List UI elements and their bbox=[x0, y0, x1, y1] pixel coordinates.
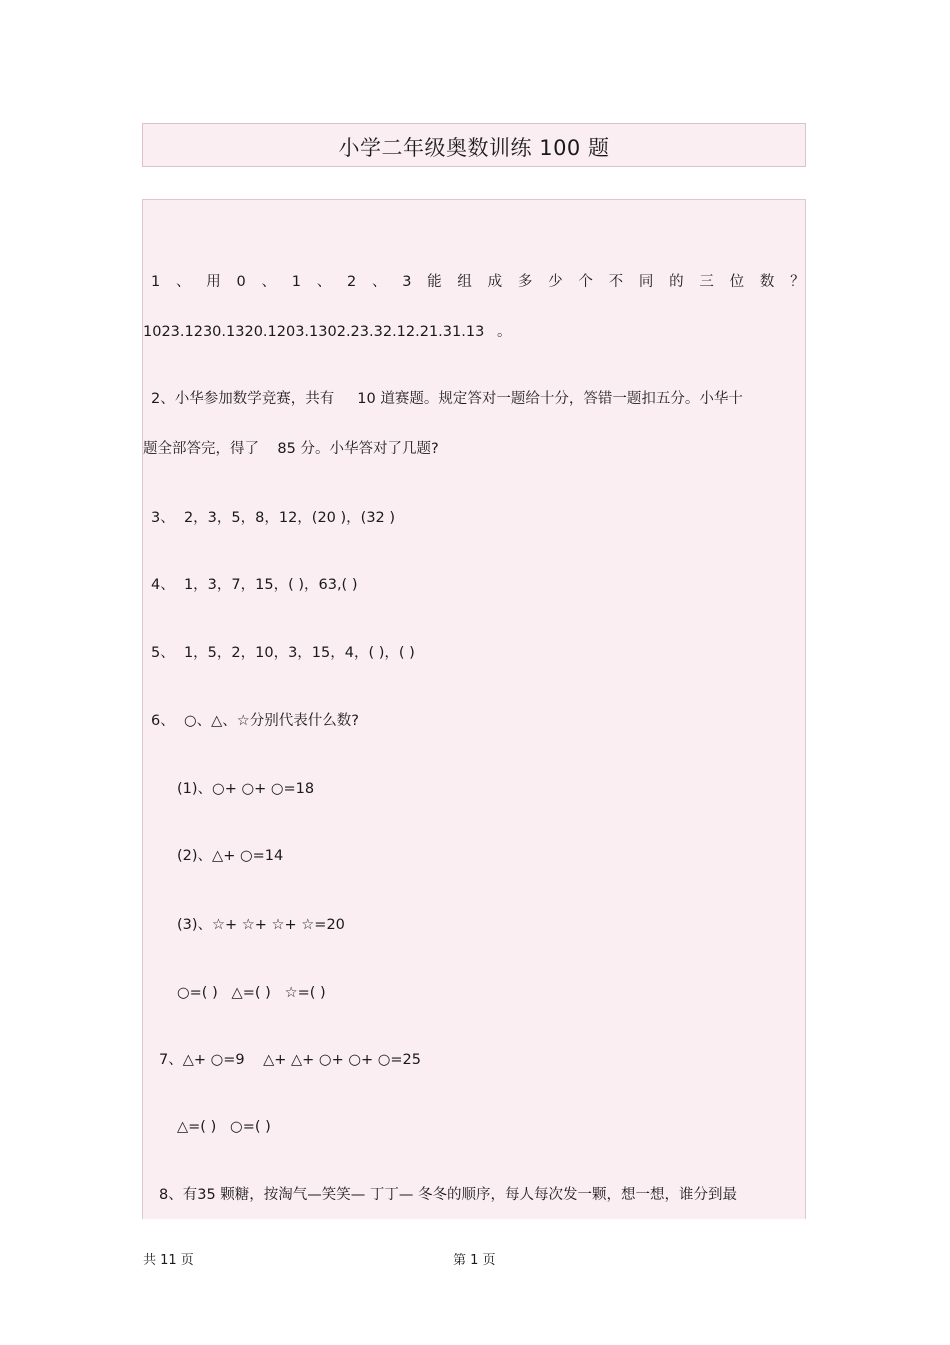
question-1-char: 、 bbox=[175, 274, 191, 290]
question-6-sub-1: (1)、○+ ○+ ○=18 bbox=[177, 781, 315, 797]
question-1-char: 少 bbox=[548, 274, 563, 290]
question-1-char: 1 bbox=[151, 274, 161, 290]
question-4: 4、 1，3，7，15，( )，63,( ) bbox=[151, 577, 358, 593]
question-1-char: 3 bbox=[402, 274, 412, 290]
question-1-line-1 bbox=[151, 272, 805, 292]
question-1-char: 的 bbox=[669, 274, 684, 290]
question-1-char: 2 bbox=[346, 274, 357, 290]
question-1-char: 能 bbox=[427, 274, 442, 290]
question-1-char: 、 bbox=[371, 274, 387, 290]
question-1-char: 个 bbox=[578, 274, 593, 290]
question-2-line-1: 2、小华参加数学竞赛，共有 10 道赛题。规定答对一题给十分，答错一题扣五分。小华十 bbox=[151, 391, 743, 407]
question-6-stem: 6、 ○、△、☆分别代表什么数? bbox=[151, 713, 359, 729]
footer-total-pages: 共 11 页 bbox=[143, 1253, 194, 1268]
question-7-line-2: △=( ) ○=( ) bbox=[177, 1119, 271, 1135]
title-box bbox=[142, 123, 806, 167]
content-box bbox=[142, 199, 806, 1219]
question-1-char: 成 bbox=[487, 274, 503, 290]
question-6-answer: ○=( ) △=( ) ☆=( ) bbox=[177, 985, 326, 1001]
page-title: 小学二年级奥数训练 100 题 bbox=[338, 136, 610, 160]
question-1-char: 、 bbox=[316, 274, 332, 290]
question-7-line-1: 7、△+ ○=9 △+ △+ ○+ ○+ ○=25 bbox=[159, 1052, 421, 1068]
question-1-char: ？ bbox=[790, 274, 805, 290]
question-2-line-2: 题全部答完，得了 85 分。小华答对了几题? bbox=[143, 441, 439, 457]
question-5: 5、 1，5，2，10，3，15，4，( )，( ) bbox=[151, 645, 415, 661]
question-1-char: 三 bbox=[699, 274, 714, 290]
question-1-line-2: 1023.1230.1320.1203.1302.23.32.12.21.31.13 bbox=[143, 324, 485, 340]
question-1-char: 位 bbox=[729, 274, 745, 290]
question-6-sub-2: (2)、△+ ○=14 bbox=[177, 848, 284, 864]
question-1-char: 不 bbox=[608, 274, 624, 290]
question-1-char: 1 bbox=[291, 274, 301, 290]
question-1-line-2-end: 。 bbox=[497, 324, 512, 340]
question-6-sub-3: (3)、☆+ ☆+ ☆+ ☆=20 bbox=[177, 917, 345, 933]
question-1-char: 多 bbox=[517, 274, 533, 290]
question-1-char: 组 bbox=[457, 274, 472, 290]
footer-page-number: 第 1 页 bbox=[453, 1253, 496, 1268]
question-1-char: 用 bbox=[206, 274, 221, 290]
question-8: 8、有35 颗糖，按淘气—笑笑— 丁丁— 冬冬的顺序，每人每次发一颗，想一想，谁分到最 bbox=[159, 1187, 738, 1203]
question-1-char: 、 bbox=[261, 274, 276, 290]
question-1-char: 同 bbox=[638, 274, 654, 290]
question-1-char: 0 bbox=[236, 274, 246, 290]
question-3: 3、 2，3，5，8，12，(20 )，(32 ) bbox=[151, 510, 396, 526]
question-1-char: 数 bbox=[759, 274, 775, 290]
